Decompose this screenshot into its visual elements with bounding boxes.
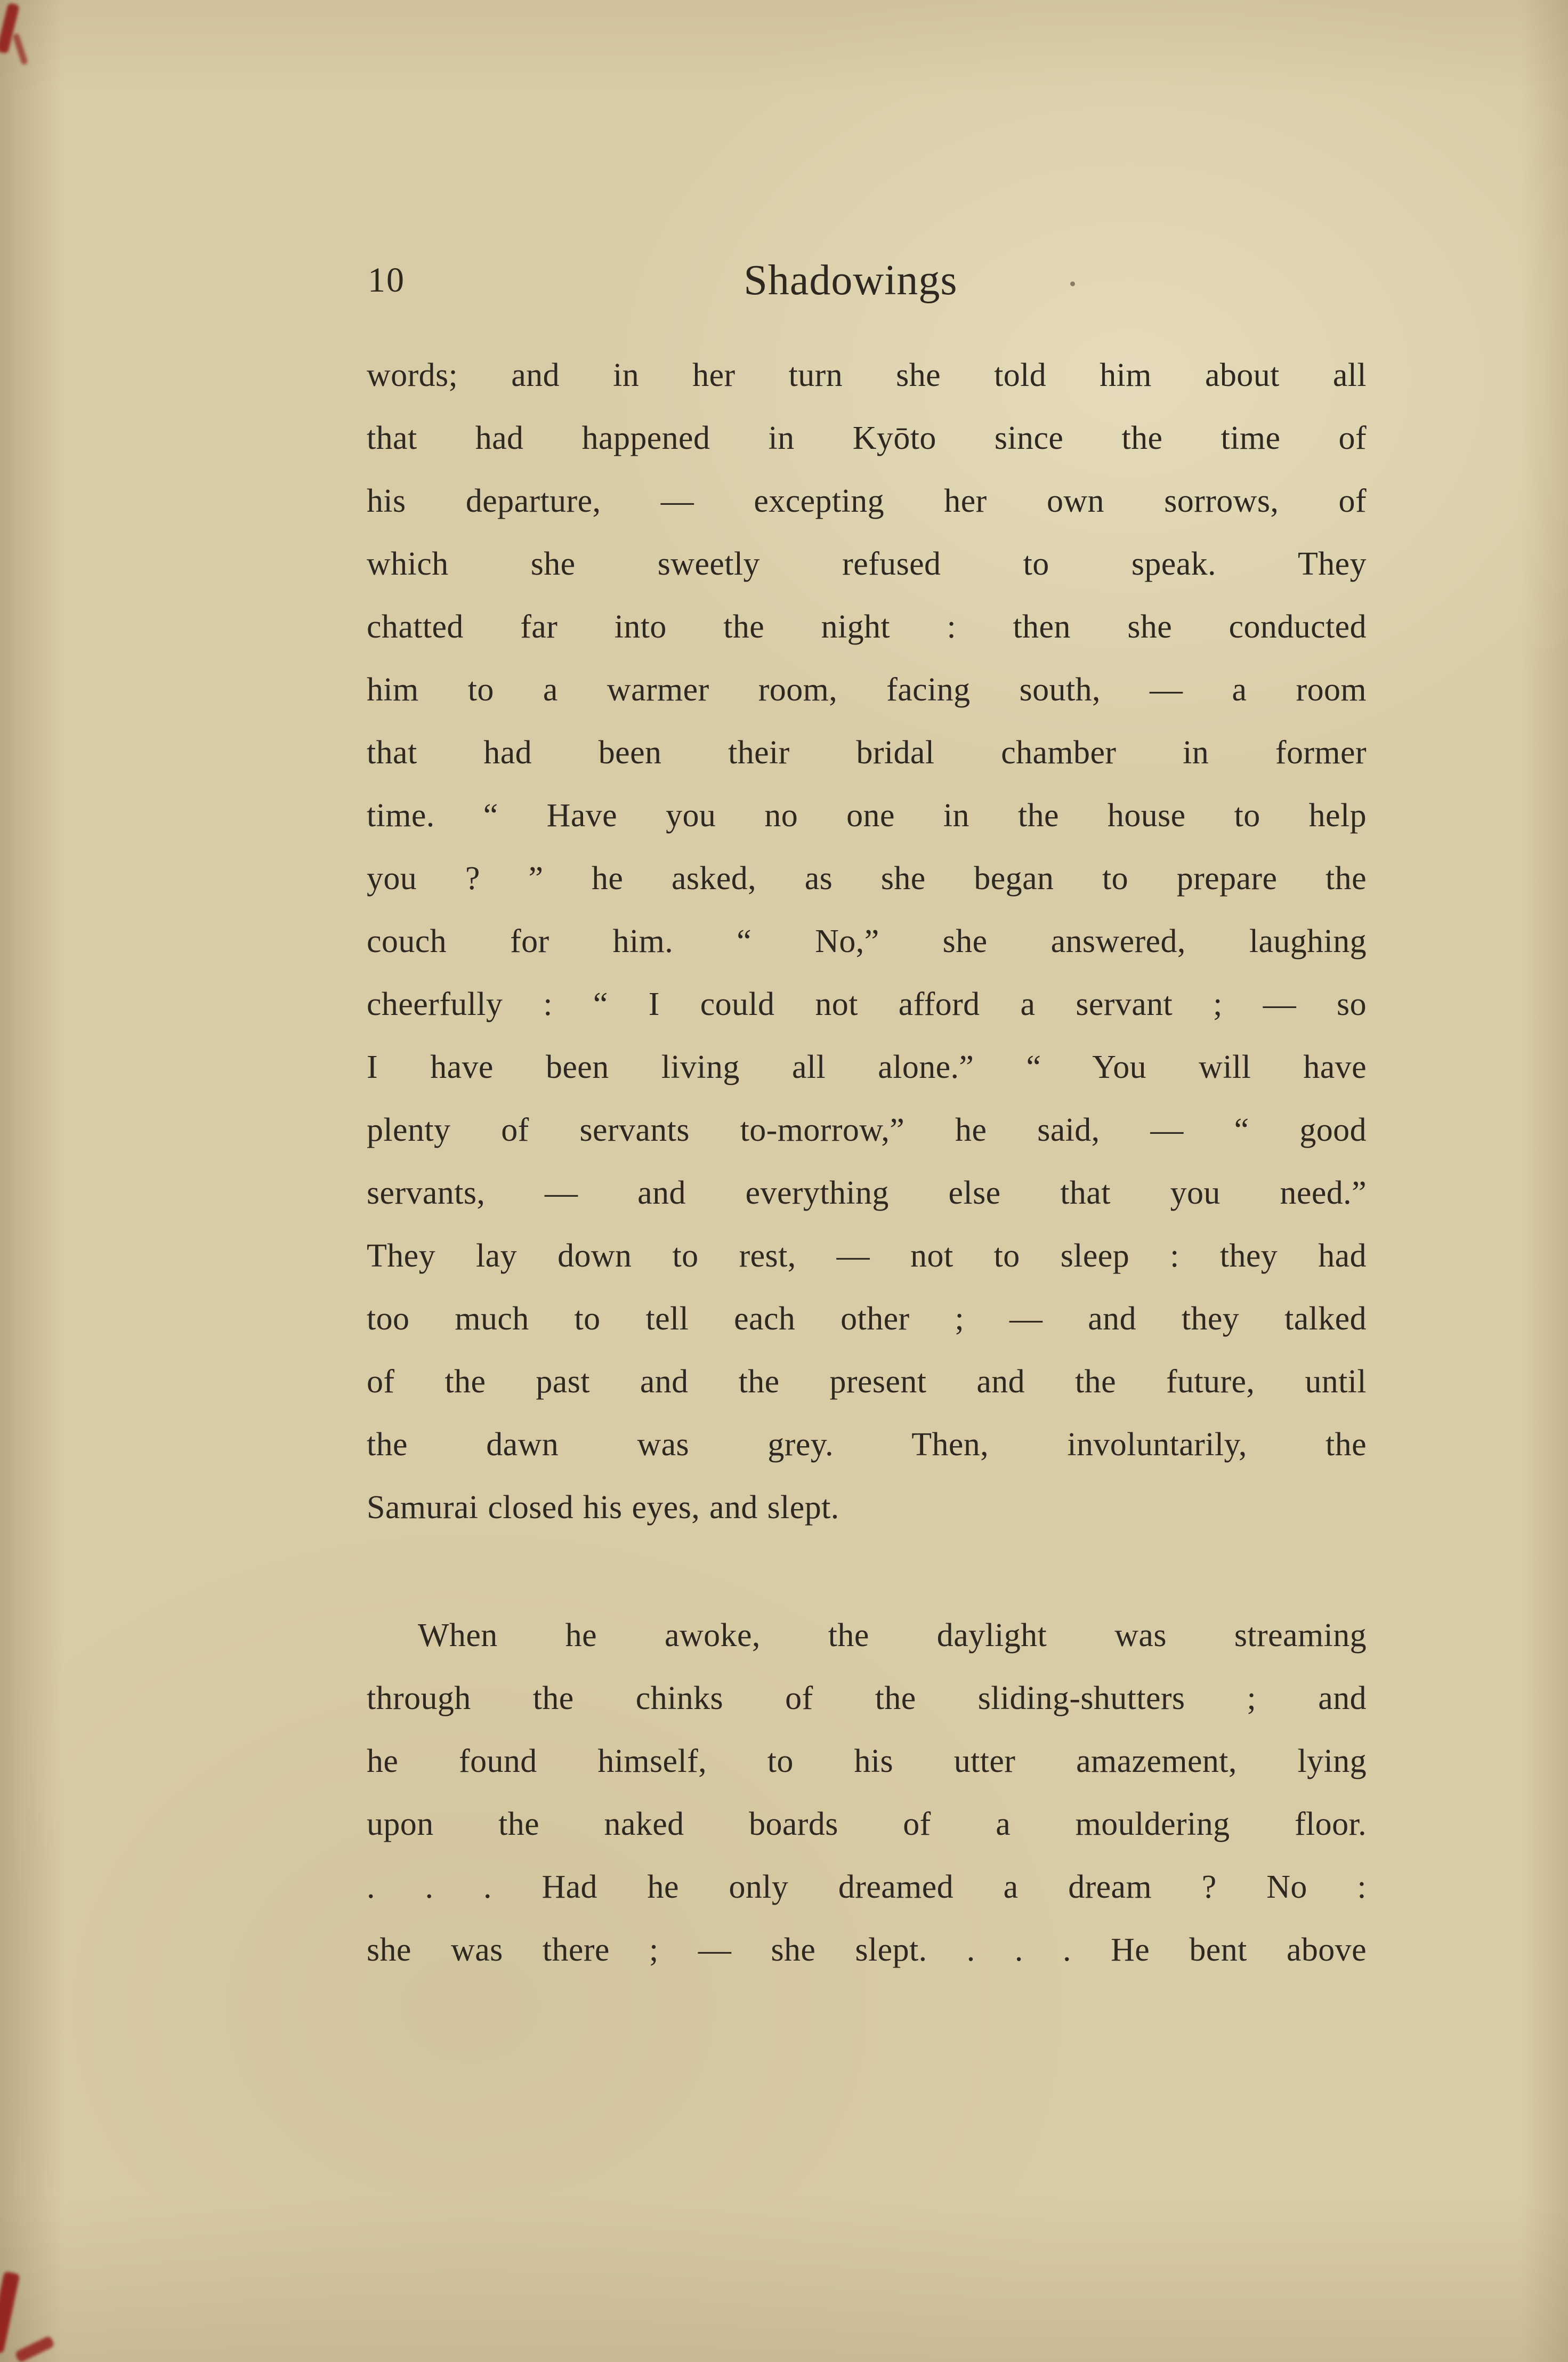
text-line: of the past and the present and the future, until [367, 1364, 1367, 1400]
text-line: him to a warmer room, facing south, — a room [367, 672, 1367, 708]
text-line: words; and in her turn she told him about all [367, 357, 1367, 393]
text-line: that had been their bridal chamber in former [367, 735, 1367, 771]
text-line: I have been living all alone.” “ You will have [367, 1049, 1367, 1085]
text-line: his departure, — excepting her own sorrows, of [367, 483, 1367, 519]
text-line: the dawn was grey. Then, involuntarily, the [367, 1426, 1367, 1463]
text-line: through the chinks of the sliding-shutters ; and [367, 1680, 1367, 1716]
text-line: cheerfully : “ I could not afford a servant ; — so [367, 986, 1367, 1022]
text-line: too much to tell each other ; — and they talked [367, 1301, 1367, 1337]
text-line: he found himself, to his utter amazement, lying [367, 1743, 1367, 1779]
text-line: that had happened in Kyōto since the time of [367, 420, 1367, 456]
text-line: she was there ; — she slept. . . . He bent above [367, 1932, 1367, 1968]
text-line: couch for him. “ No,” she answered, laughing [367, 923, 1367, 960]
text-line: upon the naked boards of a mouldering floor. [367, 1806, 1367, 1842]
page-number: 10 [368, 261, 405, 300]
text-line: you ? ” he asked, as she began to prepare the [367, 860, 1367, 897]
paragraph-1 [367, 344, 1367, 1539]
text-line: When he awoke, the daylight was streaming [418, 1617, 1367, 1654]
red-edge-mark [0, 2271, 20, 2354]
running-title: Shadowings [743, 257, 958, 304]
page-header [367, 246, 1367, 305]
text-line: Samurai closed his eyes, and slept. [367, 1489, 839, 1526]
text-line: . . . Had he only dreamed a dream ? No : [367, 1869, 1367, 1905]
text-line: They lay down to rest, — not to sleep : they had [367, 1238, 1367, 1274]
body-text [367, 344, 1367, 1981]
text-line: which she sweetly refused to speak. They [367, 546, 1367, 582]
text-line: plenty of servants to-morrow,” he said, — “ good [367, 1112, 1367, 1148]
red-edge-mark [14, 2335, 55, 2362]
text-line: chatted far into the night : then she conducted [367, 609, 1367, 645]
text-line: time. “ Have you no one in the house to help [367, 797, 1367, 834]
text-line: servants, — and everything else that you need.” [367, 1175, 1367, 1211]
print-artifact-dot [1070, 281, 1075, 286]
paragraph-2 [367, 1604, 1367, 1981]
red-edge-mark [12, 33, 28, 66]
